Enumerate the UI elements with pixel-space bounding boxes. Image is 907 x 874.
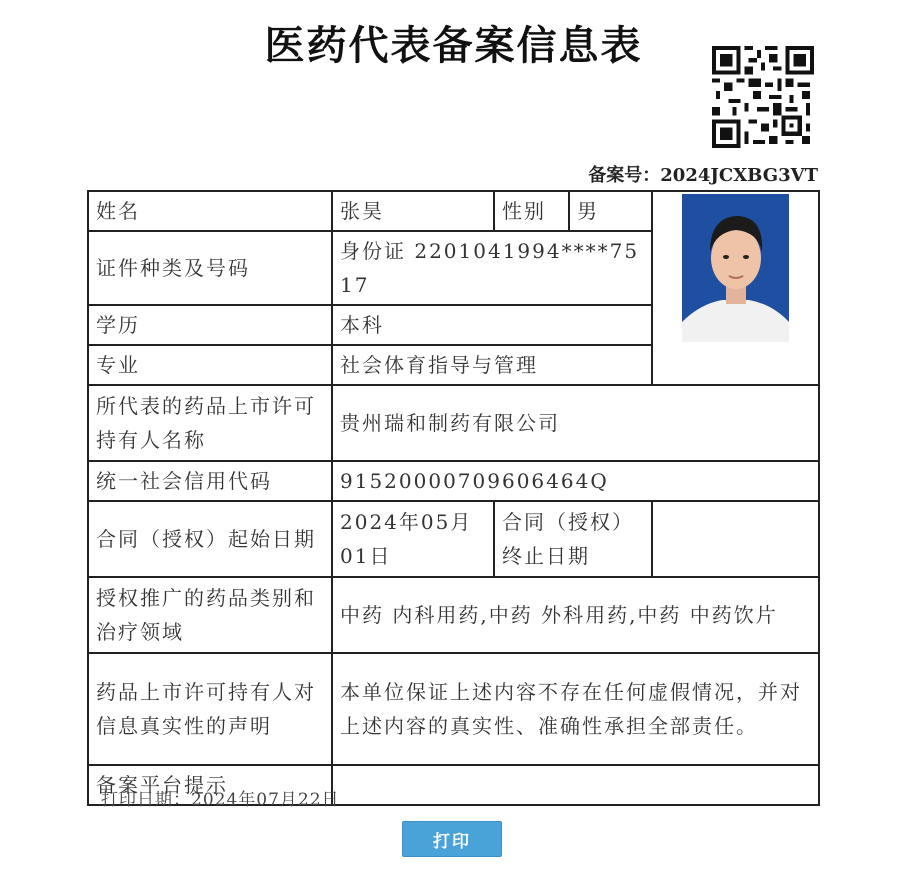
registration-number: 备案号：2024JCXBG3VT [588, 165, 818, 186]
id-label: 证件种类及号码 [88, 231, 332, 305]
name-label: 姓名 [88, 191, 332, 231]
table-row [88, 501, 819, 577]
info-table [87, 190, 820, 806]
holder-value: 贵州瑞和制药有限公司 [332, 385, 819, 461]
credit-code-value: 91520000709606464Q [332, 461, 819, 501]
print-date: 打印日期：2024年07月22日 [101, 790, 340, 810]
platform-label: 备案平台提示 [88, 765, 332, 805]
table-row [88, 653, 819, 765]
id-value: 身份证 2201041994****7517 [332, 231, 652, 305]
credit-code-label: 统一社会信用代码 [88, 461, 332, 501]
photo-cell [652, 191, 819, 385]
major-value: 社会体育指导与管理 [332, 345, 652, 385]
person-photo [682, 194, 789, 342]
table-row [88, 385, 819, 461]
scope-label: 授权推广的药品类别和治疗领域 [88, 577, 332, 653]
contract-end-label: 合同（授权）终止日期 [494, 501, 652, 577]
declaration-label: 药品上市许可持有人对信息真实性的声明 [88, 653, 332, 765]
qr-code-icon [712, 46, 814, 148]
contract-start-label: 合同（授权）起始日期 [88, 501, 332, 577]
major-label: 专业 [88, 345, 332, 385]
gender-value: 男 [569, 191, 652, 231]
name-value: 张昊 [332, 191, 494, 231]
contract-start-value: 2024年05月01日 [332, 501, 494, 577]
platform-value [332, 765, 819, 805]
print-button[interactable]: 打印 [402, 821, 502, 857]
table-row [88, 577, 819, 653]
gender-label: 性别 [494, 191, 569, 231]
contract-end-value [652, 501, 819, 577]
scope-value: 中药 内科用药,中药 外科用药,中药 中药饮片 [332, 577, 819, 653]
table-row [88, 461, 819, 501]
holder-label: 所代表的药品上市许可持有人名称 [88, 385, 332, 461]
page-title: 医药代表备案信息表 [264, 22, 643, 69]
declaration-value: 本单位保证上述内容不存在任何虚假情况，并对上述内容的真实性、准确性承担全部责任。 [332, 653, 819, 765]
education-label: 学历 [88, 305, 332, 345]
education-value: 本科 [332, 305, 652, 345]
table-row [88, 191, 819, 231]
